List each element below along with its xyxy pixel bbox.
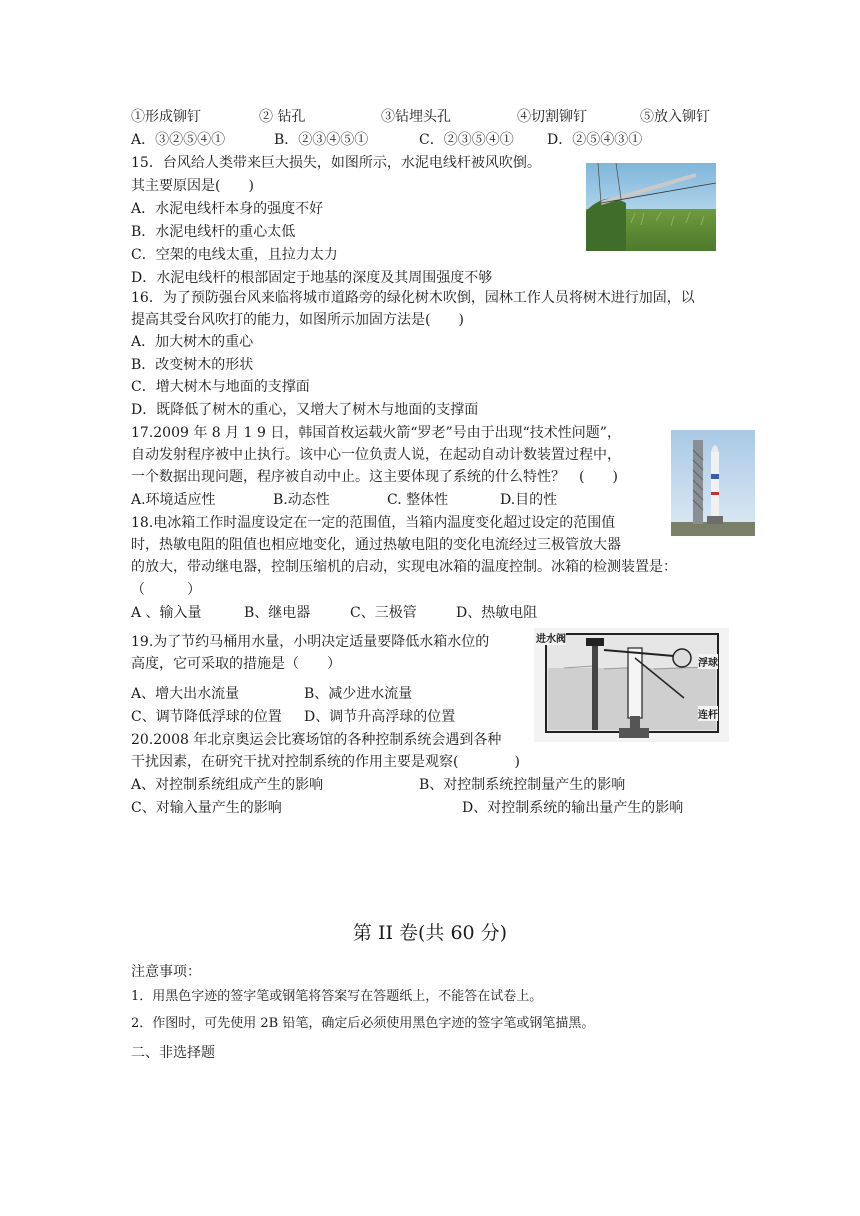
q19-stem-line2: 高度，它可采取的措施是（ ） [131, 656, 341, 672]
q17-stem-line3: 一个数据出现问题，程序被自动中止。这主要体现了系统的什么特性？ ( ) [131, 469, 618, 485]
q14-option-b: B．②③④⑤① [274, 132, 369, 148]
q14-option-d: D．②⑤④③① [547, 132, 643, 148]
q20-option-a: A、对控制系统组成产生的影响 [131, 777, 324, 793]
q18-option-d: D、热敏电阻 [456, 605, 538, 621]
q15-option-c: C．空架的电线太重，且拉力太力 [131, 247, 338, 263]
q15-stem-line1: 15．台风给人类带来巨大损失，如图所示，水泥电线杆被风吹倒。 [131, 155, 541, 171]
q14-step-5: ⑤放入铆钉 [640, 109, 710, 125]
q15-option-b: B．水泥电线杆的重心太低 [131, 224, 296, 240]
q20-stem-line1: 20.2008 年北京奥运会比赛场馆的各种控制系统会遇到各种 [131, 732, 502, 748]
q20-option-d: D、对控制系统的输出量产生的影响 [462, 800, 684, 816]
q16-stem-line2: 提高其受台风吹打的能力，如图所示加固方法是( ) [131, 312, 464, 328]
linkage-rod-label: 连杆 [698, 706, 718, 721]
fallen-pole-photo [586, 163, 716, 251]
part2-title: 第 II 卷(共 60 分) [352, 922, 508, 944]
q14-option-a: A．③②⑤④① [131, 132, 226, 148]
q17-option-c: C. 整体性 [387, 492, 449, 508]
q16-option-d: D．既降低了树木的重心，又增大了树木与地面的支撑面 [131, 402, 479, 418]
q16-option-c: C．增大树木与地面的支撑面 [131, 379, 310, 395]
inlet-valve-label: 进水阀 [536, 630, 566, 645]
q19-option-a: A、增大出水流量 [131, 686, 240, 702]
q15-stem-line2: 其主要原因是( ) [131, 178, 254, 194]
q18-option-a: A 、输入量 [131, 605, 202, 621]
notice-item-2: 2．作图时，可先使用 2B 铅笔，确定后必须使用黑色字迹的签字笔或钢笔描黑。 [131, 1016, 595, 1031]
q18-stem-line3: 的放大，带动继电器，控制压缩机的启动，实现电冰箱的温度控制。冰箱的检测装置是： [131, 559, 677, 575]
q20-stem-line2: 干扰因素，在研究干扰对控制系统的作用主要是观察( ) [131, 754, 520, 770]
q17-option-b: B.动态性 [273, 492, 330, 508]
q17-stem-line1: 17.2009 年 8 月 1 9 日，韩国首枚运载火箭“罗老”号由于出现“技术性问题”， [131, 425, 621, 441]
q16-stem-line1: 16．为了预防强台风来临将城市道路旁的绿化树木吹倒，园林工作人员将树木进行加固，以 [131, 290, 695, 306]
section-heading: 二、非选择题 [131, 1045, 215, 1061]
q14-option-c: C．②③⑤④① [419, 132, 514, 148]
q16-option-b: B．改变树木的形状 [131, 357, 254, 373]
q19-stem-line1: 19.为了节约马桶用水量，小明决定适量要降低水箱水位的 [131, 634, 490, 650]
q14-step-2: ② 钻孔 [259, 109, 306, 125]
q18-stem-line4: （ ） [131, 582, 201, 598]
q16-option-a: A．加大树木的重心 [131, 334, 254, 350]
q20-option-c: C、对输入量产生的影响 [131, 800, 282, 816]
q17-option-d: D.目的性 [500, 492, 558, 508]
q19-option-b: B、减少进水流量 [304, 686, 413, 702]
q18-option-b: B、继电器 [244, 605, 311, 621]
q18-stem-line2: 时，热敏电阻的阻值也相应地变化，通过热敏电阻的变化电流经过三极管放大器 [131, 537, 621, 553]
q20-option-b: B、对控制系统控制量产生的影响 [419, 777, 626, 793]
q14-step-4: ④切割铆钉 [517, 109, 587, 125]
q18-stem-line1: 18.电冰箱工作时温度设定在一定的范围值，当箱内温度变化超过设定的范围值 [131, 515, 616, 531]
q15-option-a: A．水泥电线杆本身的强度不好 [131, 201, 324, 217]
float-ball-label: 浮球 [698, 654, 718, 669]
rocket-launch-photo [671, 430, 755, 536]
q18-option-c: C、三极管 [350, 605, 417, 621]
toilet-tank-diagram [534, 628, 729, 742]
q15-option-d: D．水泥电线杆的根部固定于地基的深度及其周围强度不够 [131, 270, 493, 286]
notice-item-1: 1．用黑色字迹的签字笔或钢笔将答案写在答题纸上，不能答在试卷上。 [131, 989, 543, 1004]
q14-step-1: ①形成铆钉 [131, 109, 201, 125]
q17-stem-line2: 自动发射程序被中止执行。该中心一位负责人说，在起动自动计数装置过程中， [131, 447, 621, 463]
q19-option-d: D、调节升高浮球的位置 [304, 709, 456, 725]
q19-option-c: C、调节降低浮球的位置 [131, 709, 282, 725]
q14-step-3: ③钻埋头孔 [381, 109, 451, 125]
notice-heading: 注意事项： [131, 964, 201, 980]
q17-option-a: A.环境适应性 [131, 492, 216, 508]
